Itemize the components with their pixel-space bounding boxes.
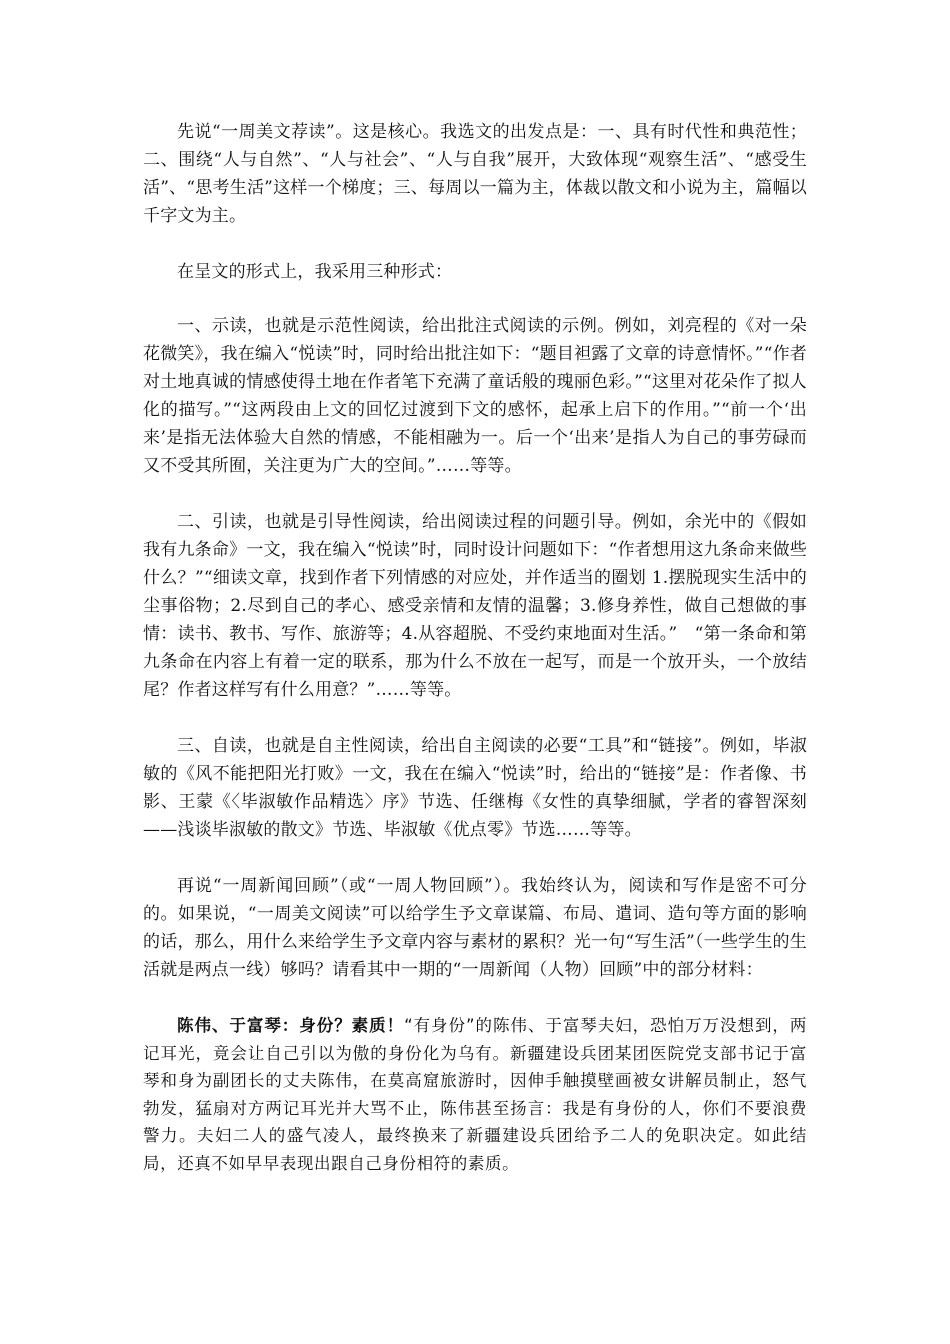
news-item: [143, 1012, 807, 1177]
news-item-headline: 陈伟、于富琴：身份？素质！: [177, 1016, 405, 1035]
paragraph-news-review: 再说“一周新闻回顾”（或“一周人物回顾”）。我始终认为，阅读和写作是密不可分的。如果说，“一周美文阅读”可以给学生予文章谋篇、布局、遣词、造句等方面的影响的话，那么，用什么来给学生予文章内容与素材的累积？光一句“写生活”（一些学生的生活就是两点一线）够吗？请看其中一期的“一周新闻（人物）回顾”中的部分材料：: [143, 876, 807, 980]
paragraph-self-reading: 三、自读，也就是自主性阅读，给出自主阅读的必要“工具”和“链接”。例如，毕淑敏的《风不能把阳光打败》一文，我在在编入“悦读”时，给出的“链接”是：作者像、书影、王蒙《〈毕淑敏作品精选〉序》节选、任继梅《女性的真挚细腻，学者的睿智深刻——浅谈毕淑敏的散文》节选、毕淑敏《优点零》节选……等等。: [143, 736, 807, 840]
paragraph-three-forms: 在呈文的形式上，我采用三种形式：: [177, 262, 453, 282]
paragraph-core-selection: 先说“一周美文荐读”。这是核心。我选文的出发点是：一、具有时代性和典范性；二、围绕“人与自然”、“人与社会”、“人与自我”展开，大致体现“观察生活”、“感受生活”、“思考生活”这样一个梯度；三、每周以一篇为主，体裁以散文和小说为主，篇幅以千字文为主。: [143, 122, 807, 226]
article-body: [143, 118, 807, 1177]
news-item-body: “有身份”的陈伟、于富琴夫妇，恐怕万万没想到，两记耳光，竟会让自己引以为傲的身份化为乌有。新疆建设兵团某团医院党支部书记于富琴和身为副团长的丈夫陈伟，在莫高窟旅游时，因伸手触摸壁画被女讲解员制止，怒气勃发，猛扇对方两记耳光并大骂不止，陈伟甚至扬言：我是有身份的人，你们不要浪费警力。夫妇二人的盛气凌人，最终换来了新疆建设兵团给予二人的免职决定。如此结局，还真不如早早表现出跟自己身份相符的素质。: [143, 1016, 807, 1173]
paragraph-guided-reading: 二、引读，也就是引导性阅读，给出阅读过程的问题引导。例如，余光中的《假如我有九条命》一文，我在编入“悦读”时，同时设计问题如下：“作者想用这九条命来做些什么？”“细读文章，找到作者下列情感的对应处，并作适当的圈划 1.摆脱现实生活中的尘事俗物；2.尽到自己的孝心、感受亲情和友情的温馨；3.修身养性，做自己想做的事情：读书、教书、写作、旅游等；4.从容超脱、不受约束地面对生活。” “第一条命和第九条命在内容上有着一定的联系，那为什么不放在一起写，而是一个放开头，一个放结尾？作者这样写有什么用意？”……等等。: [143, 512, 807, 700]
paragraph-demonstration-reading: 一、示读，也就是示范性阅读，给出批注式阅读的示例。例如，刘亮程的《对一朵花微笑》，我在编入“悦读”时，同时给出批注如下：“题目袒露了文章的诗意情怀。”“作者对土地真诚的情感使得土地在作者笔下充满了童话般的瑰丽色彩。”“这里对花朵作了拟人化的描写。”“这两段由上文的回忆过渡到下文的感怀，起承上启下的作用。”“前一个‘出来’是指无法体验大自然的情感，不能相融为一。后一个‘出来’是指人为自己的事劳碌而又不受其所囿，关注更为广大的空间。”……等等。: [143, 316, 807, 476]
